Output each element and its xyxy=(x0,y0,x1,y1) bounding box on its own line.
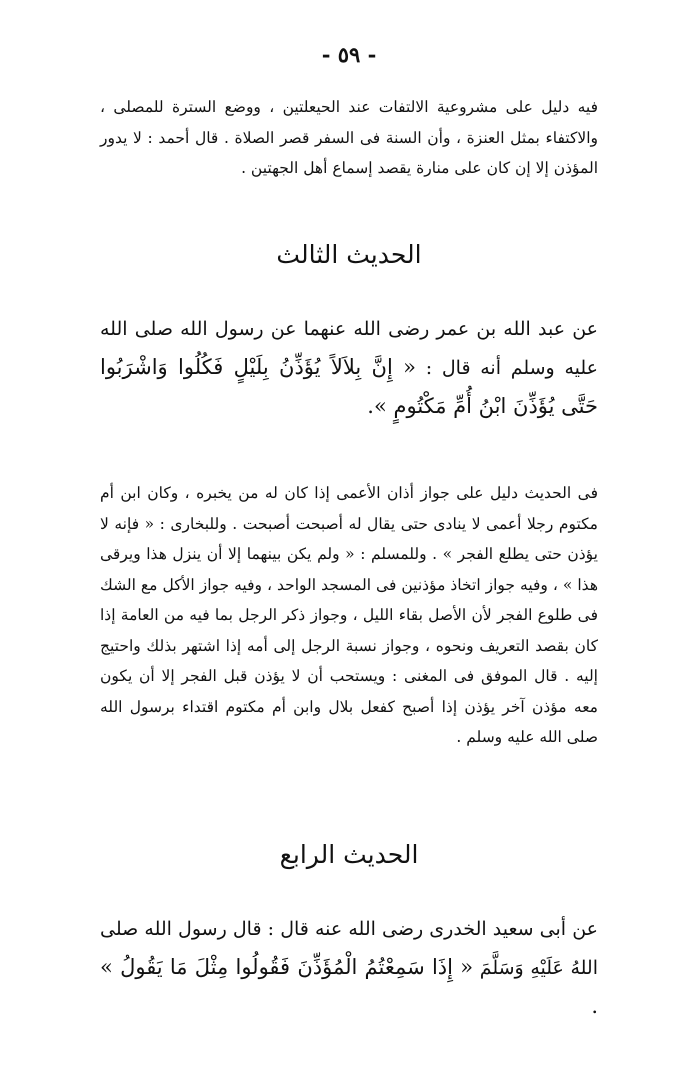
hadith-3-heading: الحديث الثالث xyxy=(276,240,422,269)
hadith-4-intro: عن أبى سعيد الخدرى رضى الله عنه قال : قال رسول الله صلى اللهُ عَلَيْهِ وَسَلَّمَ xyxy=(100,918,599,979)
commentary-paragraph-1: فيه دليل على مشروعية الالتفات عند الحيعلتين ، ووضع السترة للمصلى ، والاكتفاء بمثل العنزة ، وأن السنة فى السفر قصر الصلاة . قال أحمد : لا يدور المؤذن إلا إن كان على منارة يقصد إسماع أهل الجهتين . xyxy=(100,98,598,177)
hadith-3-text xyxy=(100,310,598,426)
hadith-4-quote: « إِذَا سَمِعْتُمُ الْمُؤَذِّنَ فَقُولُوا مِثْلَ مَا يَقُولُ » . xyxy=(100,955,598,1018)
commentary-paragraph-3: فى الحديث دليل على جواز أذان الأعمى إذا كان له من يخبره ، وكان ابن أم مكتوم رجلا أعمى لا ينادى حتى يقال له أصبحت أصبحت . وللبخارى : « فإنه لا يؤذن حتى يطلع الفجر » . وللمسلم : « ولم يكن بينهما إلا أن ينزل هذا ويرقى هذا » ، وفيه جواز اتخاذ مؤذنين فى المسجد الواحد ، وفيه جواز الأكل مع الشك فى طلوع الفجر لأن الأصل بقاء الليل ، وجواز ذكر الرجل بما فيه من العامة إذا كان بقصد التعريف ونحوه ، وجواز نسبة الرجل إلى أمه إذا اشتهر بذلك واحتيج إليه . قال الموفق فى المغنى : ويستحب أن لا يؤذن قبل الفجر إلا أن يكون معه مؤذن آخر يؤذن إذا أصبح كفعل بلال وابن أم مكتوم اقتداء برسول الله صلى الله عليه وسلم . xyxy=(100,484,598,746)
hadith-3-intro: عن عبد الله بن عمر رضى الله عنهما عن رسول الله صلى الله عليه وسلم أنه قال : xyxy=(100,318,598,379)
page-number: - ٥٩ - xyxy=(321,42,377,67)
hadith-3-quote: « إِنَّ بِلاَلاً يُؤَذِّنُ بِلَيْلٍ فَكُلُوا وَاشْرَبُوا حَتَّى يُؤَذِّنَ ابْنُ أُمِّ مَكْتُومٍ ». xyxy=(100,355,598,418)
hadith-4-heading: الحديث الرابع xyxy=(279,840,419,869)
hadith-4-text xyxy=(100,910,598,1026)
